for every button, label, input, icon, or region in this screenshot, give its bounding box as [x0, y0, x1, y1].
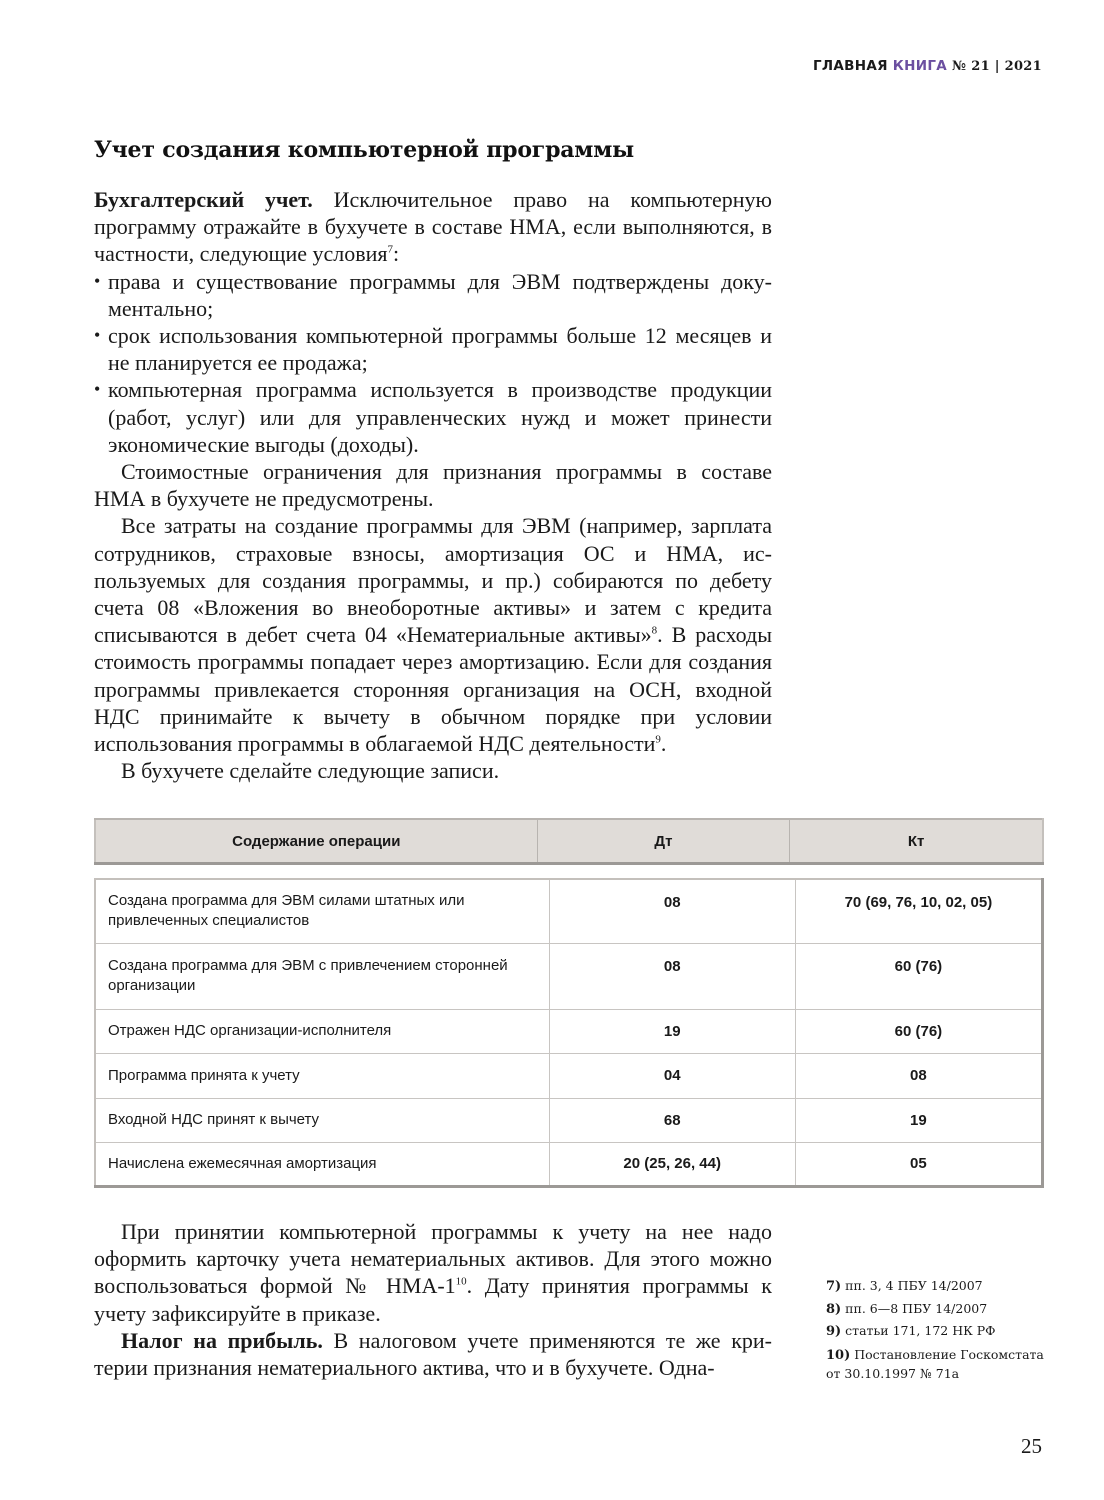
profit-tax-paragraph: Налог на прибыль. В налоговом учете применяются те же критерии признания нематериального актива, что и в бухучете. Одна-	[94, 1327, 772, 1381]
debit-cell: 20 (25, 26, 44)	[549, 1142, 795, 1186]
operation-cell: Программа принята к учету	[95, 1053, 549, 1098]
section-lead-profit-tax: Налог на прибыль.	[121, 1327, 323, 1353]
footnotes	[826, 1275, 1056, 1383]
footnote-ref-8: 8	[651, 624, 658, 637]
cost-limits-paragraph: Стоимостные ограничения для признания программы в составе НМА в бухучете не предусмотрены.	[94, 459, 772, 512]
brand-name-part1: ГЛАВНАЯ	[813, 58, 888, 74]
debit-cell: 08	[549, 879, 795, 943]
footnote-ref-7: 7	[387, 244, 394, 257]
operation-cell: Создана программа для ЭВМ силами штатных или привлеченных специалистов	[95, 879, 549, 943]
table-row	[95, 879, 1043, 943]
debit-cell: 19	[549, 1009, 795, 1053]
issue-number: № 21 | 2021	[951, 59, 1042, 74]
list-item: • права и существование программы для ЭВМ подтверждены документально;	[94, 268, 772, 322]
accounting-intro-paragraph: Бухгалтерский учет. Исключительное право на компьютерную программу отражайте в бухучете в составе НМА, если выполняются, в частности, следующие условия$^7$:	[94, 187, 772, 267]
list-item: • срок использования компьютерной программы больше 12 месяцев и не планируется ее продажа;	[94, 322, 772, 376]
column-header-debit: Дт	[537, 819, 790, 864]
nma-card-paragraph: При принятии компьютерной программы к учету на нее надо оформить карточку учета нематериальных активов. Для этого можно воспользоваться формой № НМА-$1^{10}$. Дату принятия программы к учету зафиксируйте в приказе.	[94, 1219, 772, 1326]
credit-cell: 05	[910, 1155, 927, 1172]
operation-cell: Начислена ежемесячная амортизация	[95, 1142, 549, 1186]
magazine-masthead	[813, 58, 1042, 74]
footnote-ref-10: 10	[455, 1276, 467, 1289]
list-item: • компьютерная программа используется в производстве продукции (работ, услуг) или для управленческих нужд и может принести экономические выгоды (доходы).	[94, 376, 772, 458]
table-body	[94, 878, 1044, 1188]
debit-cell: 08	[549, 943, 795, 1009]
footnote-8: 8) пп. 6—8 ПБУ 14/2007	[826, 1300, 988, 1317]
accounting-entries-table	[94, 818, 1044, 1188]
brand-name-part2: КНИГА	[892, 58, 947, 74]
article-body-top	[94, 186, 772, 784]
page-number: 25	[1021, 1434, 1042, 1458]
debit-cell: 04	[549, 1053, 795, 1098]
article-body-bottom	[94, 1218, 772, 1381]
operation-cell: Входной НДС принят к вычету	[95, 1098, 549, 1142]
conditions-list	[94, 268, 772, 458]
column-header-operation: Содержание операции	[95, 819, 537, 864]
operation-cell: Отражен НДС организации-исполнителя	[95, 1009, 549, 1053]
debit-cell: 68	[549, 1098, 795, 1142]
credit-cell: 60 (76)	[795, 1009, 1042, 1053]
table-row	[95, 1142, 1043, 1186]
credit-cell: 19	[795, 1098, 1042, 1142]
operation-cell: Создана программа для ЭВМ с привлечением сторонней организации	[95, 943, 549, 1009]
table-row	[95, 1009, 1043, 1053]
article-title: Учет создания компьютерной программы	[94, 137, 634, 163]
footnote-ref-9: 9	[655, 733, 661, 746]
costs-paragraph: Все затраты на создание программы для ЭВМ (например, зарплата сотрудников, страховые взносы, амортизация ОС и НМА, используемых для создания программы, и пр.) собираются по дебету счета 08 «Вложения во внеоборотные активы» и затем с кредита списываются в дебет счета 04 «Нематериальные активы»$^8$. В расходы стоимость программы попадает через амортизацию. Если для создания программы привлекается сторонняя организация на ОСН, входной НДС принимайте к вычету в обычном порядке при условии использования программы в облагаемой НДС деятельности$^9$.	[94, 513, 773, 757]
entries-intro-paragraph: В бухучете сделайте следующие записи.	[121, 758, 500, 784]
table-row	[95, 1098, 1043, 1142]
credit-cell: 70 (69, 76, 10, 02, 05)	[795, 879, 1042, 943]
footnote-9: 9) статьи 171, 172 НК РФ	[826, 1323, 996, 1339]
table-row	[95, 1053, 1043, 1098]
credit-cell: 08	[795, 1053, 1042, 1098]
footnote-7: 7) пп. 3, 4 ПБУ 14/2007	[826, 1278, 983, 1294]
table-header	[94, 818, 1044, 865]
credit-cell: 60 (76)	[795, 943, 1042, 1009]
table-row	[95, 943, 1043, 1009]
column-header-credit: Кт	[907, 832, 925, 850]
footnote-10: 10) Постановление Госкомстата от 30.10.1997 № 71а	[826, 1346, 1044, 1381]
section-lead-accounting: Бухгалтерский учет.	[94, 187, 313, 212]
